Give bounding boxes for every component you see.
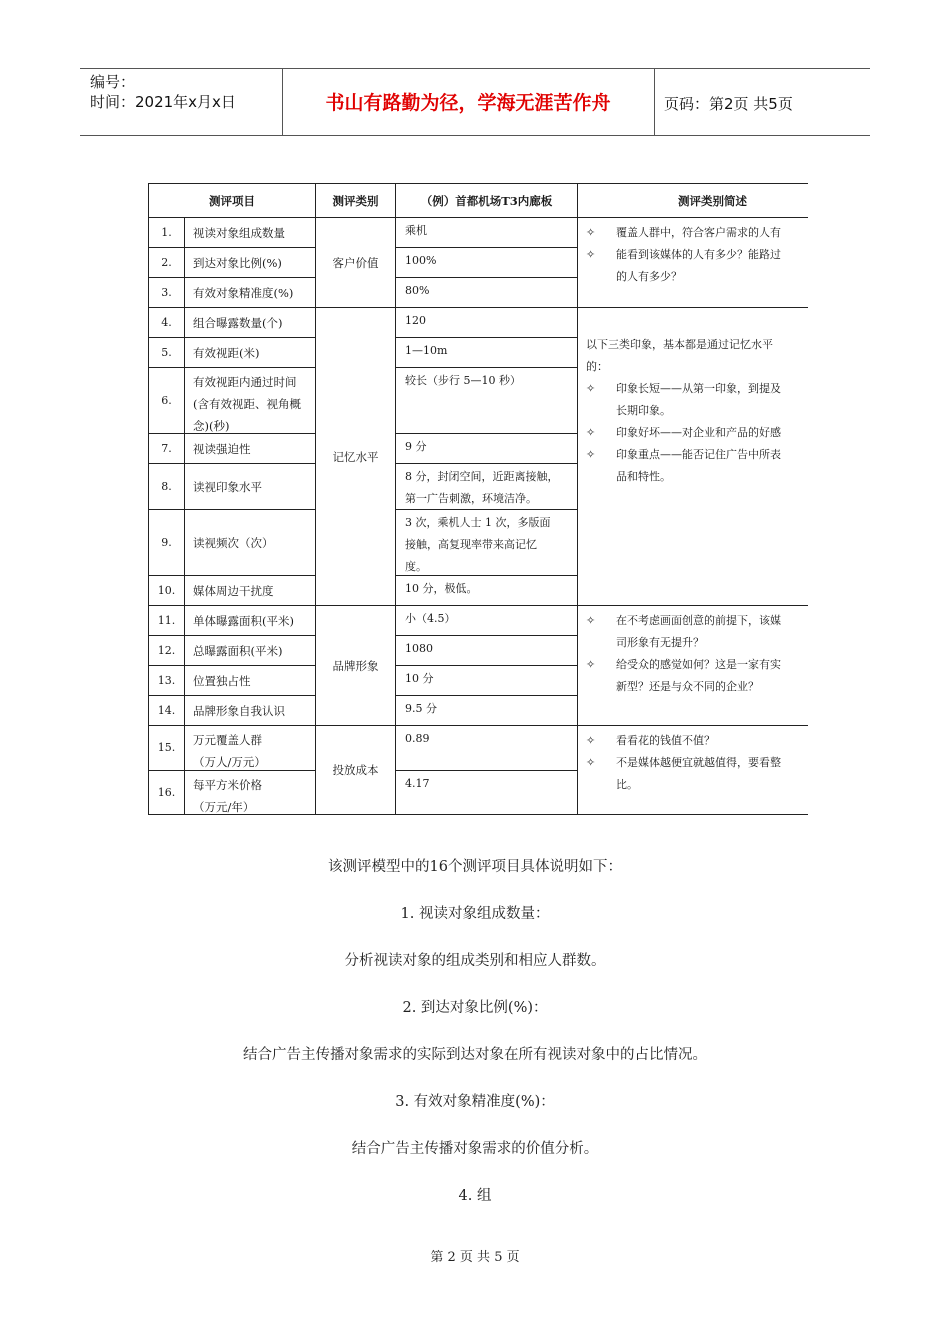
header-category: 测评类别 (316, 183, 396, 218)
item-name-line: 单体曝露面积(平米) (193, 613, 294, 628)
example-line: 120 (405, 314, 426, 327)
description-text: 以下三类印象，基本都是通过记忆水平 (586, 338, 773, 351)
description-text: 长期印象。 (616, 404, 671, 417)
row-number: 13. (148, 666, 185, 696)
row-number: 2. (148, 248, 185, 278)
description-text: 能看到该媒体的人有多少？能路过 (616, 248, 781, 261)
item-name-line: 有效视距(米) (193, 345, 260, 360)
example-line: 10 分 (405, 672, 434, 685)
item-name-line: 组合曝露数量(个) (193, 315, 283, 330)
diamond-bullet-icon: ✧ (586, 734, 596, 747)
example-value (396, 218, 578, 248)
example-line: 80% (405, 284, 430, 297)
category-label: 记忆水平 (332, 449, 379, 464)
category-cell (316, 606, 396, 726)
item-name-text (193, 222, 285, 244)
description-line (586, 444, 808, 466)
description-cell (578, 218, 808, 308)
example-line: 8 分，封闭空间，近距离接触， (405, 470, 559, 483)
example-line: 接触，高复现率带来高记忆 (405, 538, 537, 551)
example-value (396, 510, 578, 576)
row-number: 16. (148, 771, 185, 815)
row-number: 7. (148, 434, 185, 464)
item-name (185, 510, 316, 576)
item-name-line: 读视印象水平 (193, 479, 262, 494)
description-line (586, 334, 808, 356)
item-name-text (193, 532, 274, 554)
serial-number-label: 编号： (90, 73, 136, 91)
item-name (185, 278, 316, 308)
description-text: 印象重点——能否记住广告中所表 (616, 448, 781, 461)
item-name-text (193, 252, 282, 274)
description-line (586, 244, 808, 266)
item-name (185, 726, 316, 771)
category-cell (316, 726, 396, 815)
diamond-bullet-icon: ✧ (586, 248, 596, 261)
description-text: 新型？还是与众不同的企业？ (616, 680, 759, 693)
example-line: 4.17 (405, 777, 430, 790)
description-text: 的： (586, 360, 608, 373)
description-cell (578, 308, 808, 606)
description-text: 看看花的钱值不值？ (616, 734, 715, 747)
item-name (185, 464, 316, 510)
row-number: 5. (148, 338, 185, 368)
description-text: 覆盖人群中，符合客户需求的人有 (616, 226, 781, 239)
item-name (185, 308, 316, 338)
item-name-line: 有效视距内通过时间 (193, 375, 297, 389)
item-name-line: 万元覆盖人群 (193, 733, 262, 747)
header-item: 测评项目 (148, 183, 316, 218)
description-line (586, 632, 808, 654)
row-number: 10. (148, 576, 185, 606)
category-label: 品牌形象 (332, 658, 379, 673)
row-number: 6. (148, 368, 185, 434)
example-value (396, 368, 578, 434)
item-name-text (193, 580, 274, 602)
category-cell (316, 218, 396, 308)
description-text: 司形象有无提升？ (616, 636, 704, 649)
item-name-line: 有效对象精准度(%) (193, 285, 294, 300)
description-text: 给受众的感觉如何？这是一家有实 (616, 658, 781, 671)
description-cell (578, 726, 808, 815)
diamond-bullet-icon: ✧ (586, 448, 596, 461)
description-line (586, 774, 808, 796)
example-value (396, 464, 578, 510)
item-name (185, 606, 316, 636)
example-value (396, 338, 578, 368)
description-text: 品和特性。 (616, 470, 671, 483)
row-number: 8. (148, 464, 185, 510)
item-name (185, 696, 316, 726)
item-description: 结合广告主传播对象需求的价值分析。 (351, 1141, 599, 1157)
item-name-text (193, 371, 315, 434)
row-number: 11. (148, 606, 185, 636)
category-cell (316, 308, 396, 606)
item-name (185, 636, 316, 666)
footer-page-number: 第 2 页 共 5 页 (430, 1250, 520, 1265)
item-name (185, 666, 316, 696)
header-divider-right (654, 68, 655, 135)
item-name (185, 771, 316, 815)
item-name-line: （万元/年） (193, 800, 255, 814)
description-line (586, 266, 808, 288)
example-value (396, 666, 578, 696)
item-description: 分析视读对象的组成类别和相应人群数。 (344, 953, 606, 969)
example-line: 乘机 (405, 224, 427, 237)
description-line (586, 378, 808, 400)
description-text: 比。 (616, 778, 638, 791)
header-motto: 书山有路勤为径，学海无涯苦作舟 (325, 92, 611, 114)
example-line: 10 分，极低。 (405, 582, 478, 595)
example-line: 3 次，乘机人士 1 次，多版面 (405, 516, 551, 529)
diamond-bullet-icon: ✧ (586, 614, 596, 627)
item-name-line: (含有效视距、视角概 (193, 397, 301, 411)
example-value (396, 771, 578, 815)
description-line (586, 222, 808, 244)
diamond-bullet-icon: ✧ (586, 658, 596, 671)
row-number: 14. (148, 696, 185, 726)
header-top-rule (80, 68, 870, 69)
item-name-text (193, 610, 294, 632)
item-name-line: 视读对象组成数量 (193, 225, 285, 240)
description-line (586, 466, 808, 488)
item-name-text (193, 438, 251, 460)
item-name-line: 视读强迫性 (193, 441, 251, 456)
description-text: 的人有多少？ (616, 270, 682, 283)
item-name-text (193, 640, 282, 662)
example-value (396, 278, 578, 308)
diamond-bullet-icon: ✧ (586, 382, 596, 395)
description-line (586, 610, 808, 632)
intro-paragraph: 该测评模型中的16个测评项目具体说明如下： (328, 859, 622, 875)
category-label: 客户价值 (332, 255, 379, 270)
example-value (396, 636, 578, 666)
diamond-bullet-icon: ✧ (586, 426, 596, 439)
description-line (586, 356, 808, 378)
item-name-text (193, 342, 259, 364)
example-line: 度。 (405, 560, 427, 573)
item-name (185, 576, 316, 606)
example-value (396, 308, 578, 338)
example-value (396, 606, 578, 636)
item-name-line: 读视频次（次） (193, 535, 274, 550)
description-line (586, 676, 808, 698)
item-name-text (193, 312, 282, 334)
row-number: 1. (148, 218, 185, 248)
item-heading: 2. 到达对象比例(%)： (402, 1000, 548, 1016)
diamond-bullet-icon: ✧ (586, 756, 596, 769)
description-text: 在不考虑画面创意的前提下，该媒 (616, 614, 781, 627)
row-number: 3. (148, 278, 185, 308)
row-number: 9. (148, 510, 185, 576)
item-name-line: 念)(秒) (193, 419, 230, 433)
header-date: 时间：2021年x月x日 (90, 93, 236, 111)
description-line (586, 752, 808, 774)
item-name-line: 总曝露面积(平米) (193, 643, 283, 658)
header-example: （例）首都机场T3内廊板 (396, 183, 578, 218)
description-text: 不是媒体越便宜就越值得，要看整 (616, 756, 781, 769)
item-name (185, 218, 316, 248)
item-name-line: 位置独占性 (193, 673, 251, 688)
description-line (586, 654, 808, 676)
item-name-text (193, 729, 315, 771)
item-name-line: 媒体周边干扰度 (193, 583, 274, 598)
example-value (396, 576, 578, 606)
example-line: 100% (405, 254, 437, 267)
description-line (586, 400, 808, 422)
row-number: 4. (148, 308, 185, 338)
row-number: 15. (148, 726, 185, 771)
example-line: 较长（步行 5—10 秒） (405, 374, 521, 387)
item-heading: 3. 有效对象精准度(%)： (395, 1094, 555, 1110)
item-heading-partial: 4. 组 (458, 1188, 492, 1204)
description-line (586, 730, 808, 752)
evaluation-table (148, 183, 808, 820)
item-name-text (193, 670, 251, 692)
item-heading: 1. 视读对象组成数量： (400, 906, 550, 922)
example-value (396, 726, 578, 771)
description-line (586, 422, 808, 444)
item-name-line: 到达对象比例(%) (193, 255, 282, 270)
example-line: 9 分 (405, 440, 427, 453)
item-description: 结合广告主传播对象需求的实际到达对象在所有视读对象中的占比情况。 (243, 1047, 707, 1063)
item-name (185, 338, 316, 368)
example-value (396, 696, 578, 726)
example-value (396, 434, 578, 464)
item-name-line: （万人/万元） (193, 755, 266, 769)
item-name (185, 434, 316, 464)
item-name-text (193, 282, 293, 304)
example-line: 1080 (405, 642, 433, 655)
row-number: 12. (148, 636, 185, 666)
description-spacer (586, 312, 808, 334)
example-line: 0.89 (405, 732, 430, 745)
example-value (396, 248, 578, 278)
item-name-text (193, 774, 315, 815)
description-text: 印象好坏——对企业和产品的好感 (616, 426, 781, 439)
example-line: 第一广告刺激，环境洁净。 (405, 492, 537, 505)
item-name-text (193, 700, 285, 722)
header-page-info: 页码：第2页 共5页 (664, 95, 793, 113)
item-name-text (193, 476, 262, 498)
category-label: 投放成本 (332, 763, 379, 777)
diamond-bullet-icon: ✧ (586, 226, 596, 239)
item-name-line: 每平方米价格 (193, 778, 262, 792)
example-line: 小（4.5） (405, 612, 456, 625)
item-name (185, 248, 316, 278)
example-line: 9.5 分 (405, 702, 437, 715)
item-name-line: 品牌形象自我认识 (193, 703, 285, 718)
header-description: 测评类别简述 (578, 183, 808, 218)
description-text: 印象长短——从第一印象，到提及 (616, 382, 781, 395)
description-cell (578, 606, 808, 726)
example-line: 1—10m (405, 344, 448, 357)
header-bottom-rule (80, 135, 870, 136)
item-name (185, 368, 316, 434)
